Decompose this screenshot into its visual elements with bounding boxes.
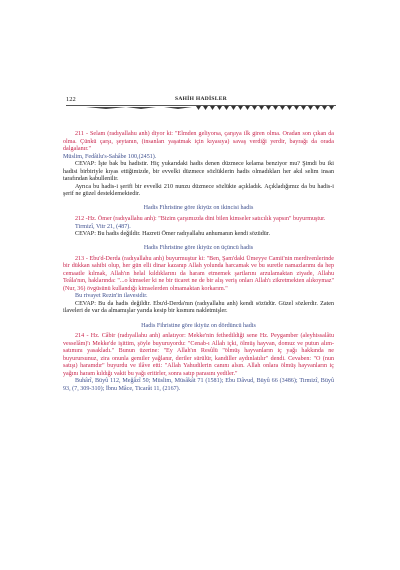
running-title: SAHİH HADİSLER: [174, 96, 228, 102]
triangle-ornament: [231, 106, 236, 110]
triangle-ornament: [259, 106, 264, 110]
line-ornament: [164, 107, 192, 109]
hadith-212-source: Tirmizî, Vitr 21, (487).: [75, 223, 131, 230]
triangle-ornament: [224, 106, 229, 110]
triangle-ornament: [245, 106, 250, 110]
line-ornament: [126, 107, 156, 109]
answer-213: CEVAP: Bu da hadis değildir. Ebu'd-Derda'nın (radıyallahu anh) kendi sözüdür. Güzel sözlerdir. Zaten ilaveleri de var da almamışlar yarıda kesip bir kısmını nakletmişler.: [63, 300, 334, 315]
page-body: [63, 131, 334, 393]
triangle-ornament: [266, 106, 271, 110]
triangle-ornament: [301, 106, 306, 110]
answer-paragraph-1: CEVAP: İşte bak bu hadistir. Hiç yukarıdaki hadis denen düzmece kelama benziyor mu? Şimdi bu iki hadisi birbiriyle kıyas ettiğimizde, bir evvelki düzmece sözlüklerin hadis olmadıkları her akıl selim insan tarafından kabullenilir.: [63, 161, 334, 183]
triangle-ornament: [308, 106, 313, 110]
triangle-ornament: [287, 106, 292, 110]
page-header: [66, 96, 336, 112]
triangle-ornament: [294, 106, 299, 110]
triangle-ornament: [315, 106, 320, 110]
triangle-ornament: [273, 106, 278, 110]
triangle-ornament: [217, 106, 222, 110]
hadith-214-text: 214 - Hz. Câbir (radıyallahu anh) anlatıyor: Mekke'nin fethedildiği sene Hz. Peygamber (aleyhissalâtu vesselâm)'ı Mekke'de işittim, şöyle buyuruyordu: "Cenab-ı Allah içki, ölmüş hayvan, domuz ve putun alım-satımını yasakladı." Bunun üzerine: "Ey Allah'ın Resûlü "ölmüş hayvanların iç yağı hakkında ne buyurursunuz, zira onunla gemiler yağlanır, deriler sürülür, kandiller aydınlatılır" dendi. Cevaben: "O (nun satışı) haramdır" buyurdu ve ilâve etti: "Allah Yahudilerin canını alsın. Allah onlara ölmüş hayvanların iç yağını haram kıldığı vakit bu yağı eritirler, sonra satıp parasını yediler.": [63, 333, 334, 377]
section-heading-212: Hadis Fihristine göre ikiyüz on ikincisi hadis: [143, 205, 254, 212]
triangle-ornament: [322, 106, 327, 110]
hadith-213-text: 213 - Ebu'd-Derda (radıyallahu anh) buyurmuştur ki: "Ben, Şam'daki Ümeyye Camii'nin merdivenlerinde bir dükkan sahibi olup, her gün elli dinar kazanıp Allah yolunda harcamak ve bu suretle namazlarımı da hep cemaatle kılmak, Allah'ın helal kıldıklarını da haram etmemek şartlarını arzulamaktan ziyade, Allahu Teâla'nın, haklarında: "...o kimseler ki ne bir ticaret ne de bir alış veriş onları Allah'ı zikretmekten alıkoymaz" (Nur, 36) övgüsünü kullandığı kimselerden olmamaktan korkarım.": [63, 255, 334, 292]
hadith-211-text: 211 - Selam (radıyallahu anh) diyor ki: "Elmden geliyorsa, çarşıya ilk giren olma. Oradan son çıkan da olma. Çünkü çarşı, şeytanın, (insanları yaşatmak için kıyasıya) savaş verdiği yerdir, bayrağı da orada dalgalanır.": [63, 131, 334, 153]
triangle-ornament: [252, 106, 257, 110]
hadith-213-source: Bu rivayet Rezin'in ilavesidir.: [75, 293, 148, 300]
triangle-ornament: [196, 106, 201, 110]
triangle-ornament: [280, 106, 285, 110]
hadith-212-text: 212 -Hz. Ömer (radıyallahu anh): "Bizim çarşımızda dini bilen kimseler satıcılık yapsın" buyurmuştur.: [75, 215, 326, 222]
triangle-ornament: [238, 106, 243, 110]
triangle-ornament: [210, 106, 215, 110]
line-ornament: [86, 107, 126, 109]
section-heading-213: Hadis Fihristine göre ikiyüz on üçüncü hadis: [143, 245, 254, 252]
answer-212: CEVAP: Bu hadis değildir. Hazreti Ömer radıyallahu anhumanın kendi sözüdür.: [75, 231, 271, 238]
triangle-ornament: [203, 106, 208, 110]
decorative-triangle-border: [66, 106, 336, 111]
page-number: 122: [66, 96, 76, 103]
answer-paragraph-2: Ayrıca bu hadis-i şerifi bir evvelki 210 nunzu düzmece sözlükte açıkladık. Açıkladığımız da bu hadis-i şerif ne güzel desteklemektedir.: [63, 183, 334, 198]
triangle-ornament: [329, 106, 334, 110]
section-heading-214: Hadis Fihristine göre ikiyüz on dördüncü hadis: [141, 322, 256, 329]
hadith-211-source: Müslim, Fedâilu's-Sahâbe 100,(2451).: [63, 153, 157, 160]
hadith-214-source: Buhârî, Büyû 112, Meğâzî 50; Müslim, Müsâkât 71 (1581); Ebu Dâvud, Büyû 66 (3486); Tirmizî, Büyû 93, (7, 309-310); İbnu Mâce, Ticarât 11, (2167).: [63, 378, 334, 392]
